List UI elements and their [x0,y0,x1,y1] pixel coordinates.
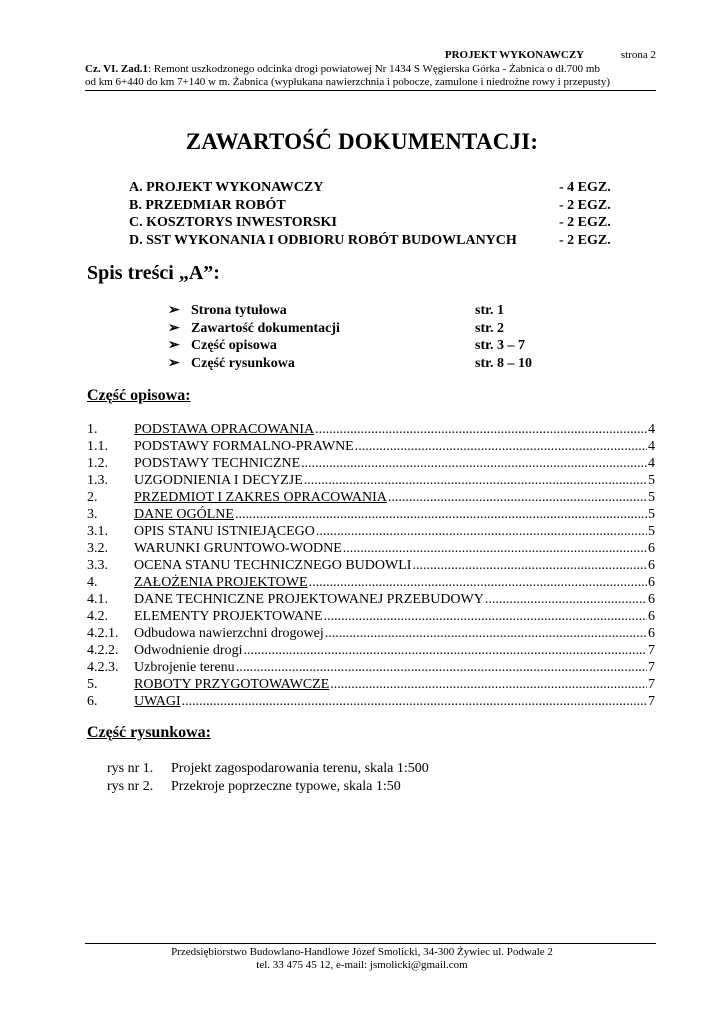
contents-item-count: - 2 EGZ. [559,232,611,248]
toc-page: 6 [648,575,655,590]
spis-item [168,337,532,355]
header-divider [85,90,656,91]
drawing-number: rys nr 2. [107,778,154,794]
document-title: ZAWARTOŚĆ DOKUMENTACJI: [185,129,539,154]
toc-leader [343,540,647,557]
toc-entry [87,438,655,455]
drawing-item [107,760,429,778]
toc-number: 3.2. [87,541,108,556]
contents-item [129,197,619,215]
toc-title: OPIS STANU ISTNIEJĄCEGO [134,524,315,539]
header-line-2: od km 6+440 do km 7+140 w m. Żabnica (wypłukana nawierzchnia i pobocze, zamulone i niedrożne rowy i przepusty) [85,76,610,88]
toc-page: 6 [648,592,655,607]
contents-item-count: - 2 EGZ. [559,197,611,213]
toc-title-link[interactable]: UWAGI [134,694,181,709]
toc-entry [87,489,655,506]
toc-title: WARUNKI GRUNTOWO-WODNE [134,541,342,556]
spis-item [168,355,532,373]
toc-page: 5 [648,490,655,505]
toc-title: ELEMENTY PROJEKTOWANE [134,609,323,624]
toc-title-link[interactable]: ZAŁOŻENIA PROJEKTOWE [134,575,308,590]
toc-title-link[interactable]: PODSTAWA OPRACOWANIA [134,422,315,437]
spis-list [168,302,532,372]
toc-leader [388,489,647,506]
toc-entry [87,455,655,472]
toc-entry [87,506,655,523]
drawing-item [107,778,429,796]
toc-entry [87,557,655,574]
toc-entry [87,676,655,693]
toc-number: 4. [87,575,98,590]
contents-item [129,214,619,232]
toc-number: 4.2.2. [87,643,119,658]
spis-heading: Spis treści „A”: [87,262,220,284]
toc-leader [236,659,647,676]
header-line-1-text: : Remont uszkodzonego odcinka drogi powiatowej Nr 1434 S Węgierska Górka - Żabnica o dł.700 mb [148,63,600,75]
toc-page: 5 [648,524,655,539]
toc-leader [182,693,647,710]
toc-title: Odbudowa nawierzchni drogowej [134,626,324,641]
toc-leader [316,523,647,540]
contents-item [129,179,619,197]
toc-title: DANE TECHNICZNE PROJEKTOWANEJ PRZEBUDOWY [134,592,484,607]
toc-title: UZGODNIENIA I DECYZJE [134,473,303,488]
footer-divider [85,943,656,944]
contents-item-label: D. SST WYKONANIA I ODBIORU ROBÓT BUDOWLANYCH [129,232,517,248]
page-header [85,49,656,89]
toc-page: 4 [648,439,655,454]
toc-leader [485,591,647,608]
toc-entry [87,693,655,710]
drawing-number: rys nr 1. [107,761,154,776]
documentation-contents-list [129,179,619,249]
spis-item-label: Zawartość dokumentacji [191,320,340,336]
toc-title-link[interactable]: PRZEDMIOT I ZAKRES OPRACOWANIA [134,490,387,505]
toc-title: PODSTAWY FORMALNO-PRAWNE [134,439,354,454]
toc-number: 1. [87,422,98,437]
toc-page: 7 [648,677,655,692]
toc-entry [87,625,655,642]
footer-company: Przedsiębiorstwo Budowlano-Handlowe Józef Smolicki, 34-300 Żywiec ul. Podwale 2 [171,946,553,958]
toc-leader [243,642,647,659]
contents-item-count: - 2 EGZ. [559,215,611,230]
toc-leader [325,625,647,642]
toc-leader [309,574,647,591]
spis-item-label: Część opisowa [191,338,277,353]
toc-number: 3. [87,507,98,522]
toc-page: 5 [648,507,655,522]
toc-leader [355,438,647,455]
toc-number: 4.2.3. [87,660,119,675]
toc-title: Odwodnienie drogi [134,643,243,658]
toc-leader [412,557,647,574]
toc-number: 4.1. [87,592,108,607]
arrow-bullet-icon: ➢ [168,338,180,353]
toc-entry [87,540,655,557]
toc-title-link[interactable]: DANE OGÓLNE [134,507,234,522]
toc-number: 5. [87,677,98,692]
contents-item-label: C. KOSZTORYS INWESTORSKI [129,215,337,230]
spis-item-page: str. 3 – 7 [475,338,526,353]
spis-item-label: Strona tytułowa [191,303,287,318]
toc-number: 3.1. [87,524,108,539]
toc-entry [87,608,655,625]
toc-page: 6 [648,626,655,641]
toc-entry [87,523,655,540]
toc-page: 7 [648,660,655,675]
toc-entry [87,472,655,489]
rysunkowa-heading: Część rysunkowa: [87,724,211,741]
header-project-label: PROJEKT WYKONAWCZY [444,49,585,61]
contents-item [129,232,619,250]
header-page-number: strona 2 [620,49,656,61]
toc-entry [87,574,655,591]
toc-number: 4.2.1. [87,626,119,641]
toc-title: PODSTAWY TECHNICZNE [134,456,301,471]
footer-contact: tel. 33 475 45 12, e-mail: jsmolicki@gmail.com [256,959,468,971]
toc-number: 2. [87,490,98,505]
spis-item [168,320,532,338]
toc-page: 7 [648,694,655,709]
arrow-bullet-icon: ➢ [168,355,180,371]
toc-title: Uzbrojenie terenu [134,660,235,675]
toc-page: 5 [648,473,655,488]
toc-leader [301,455,647,472]
toc-leader [324,608,647,625]
drawings-list [107,760,429,795]
toc-entry [87,421,655,438]
contents-item-count: - 4 EGZ. [559,180,611,195]
toc-number: 1.3. [87,473,108,488]
toc-title: OCENA STANU TECHNICZNEGO BUDOWLI [134,558,412,573]
toc-page: 7 [648,643,655,658]
toc-page: 4 [648,422,655,437]
toc-number: 3.3. [87,558,108,573]
toc-leader [235,506,647,523]
toc-entry [87,591,655,608]
toc-entry [87,642,655,659]
spis-item-label: Część rysunkowa [191,355,295,371]
table-of-contents [87,421,655,710]
toc-leader [330,676,647,693]
page-footer [0,946,724,972]
toc-page: 6 [648,609,655,624]
header-line-1 [85,63,656,76]
toc-page: 4 [648,456,655,471]
header-part-label: Cz. VI. Zad.1 [85,63,149,75]
drawing-title: Przekroje poprzeczne typowe, skala 1:50 [171,778,401,794]
header-top-line [85,49,656,63]
toc-page: 6 [648,558,655,573]
opisowa-heading: Część opisowa: [87,387,191,404]
arrow-bullet-icon: ➢ [168,303,180,318]
toc-number: 4.2. [87,609,108,624]
toc-leader [315,421,647,438]
toc-page: 6 [648,541,655,556]
contents-item-label: B. PRZEDMIAR ROBÓT [129,197,286,213]
spis-item-page: str. 1 [475,303,505,318]
toc-number: 1.1. [87,439,108,454]
spis-item [168,302,532,320]
toc-number: 6. [87,694,98,709]
drawing-title: Projekt zagospodarowania terenu, skala 1:500 [171,761,429,776]
toc-leader [304,472,647,489]
toc-title-link[interactable]: ROBOTY PRZYGOTOWAWCZE [134,677,330,692]
contents-item-label: A. PROJEKT WYKONAWCZY [129,180,324,195]
toc-entry [87,659,655,676]
spis-item-page: str. 8 – 10 [475,355,533,371]
arrow-bullet-icon: ➢ [168,320,180,336]
toc-number: 1.2. [87,456,108,471]
spis-item-page: str. 2 [475,320,505,336]
